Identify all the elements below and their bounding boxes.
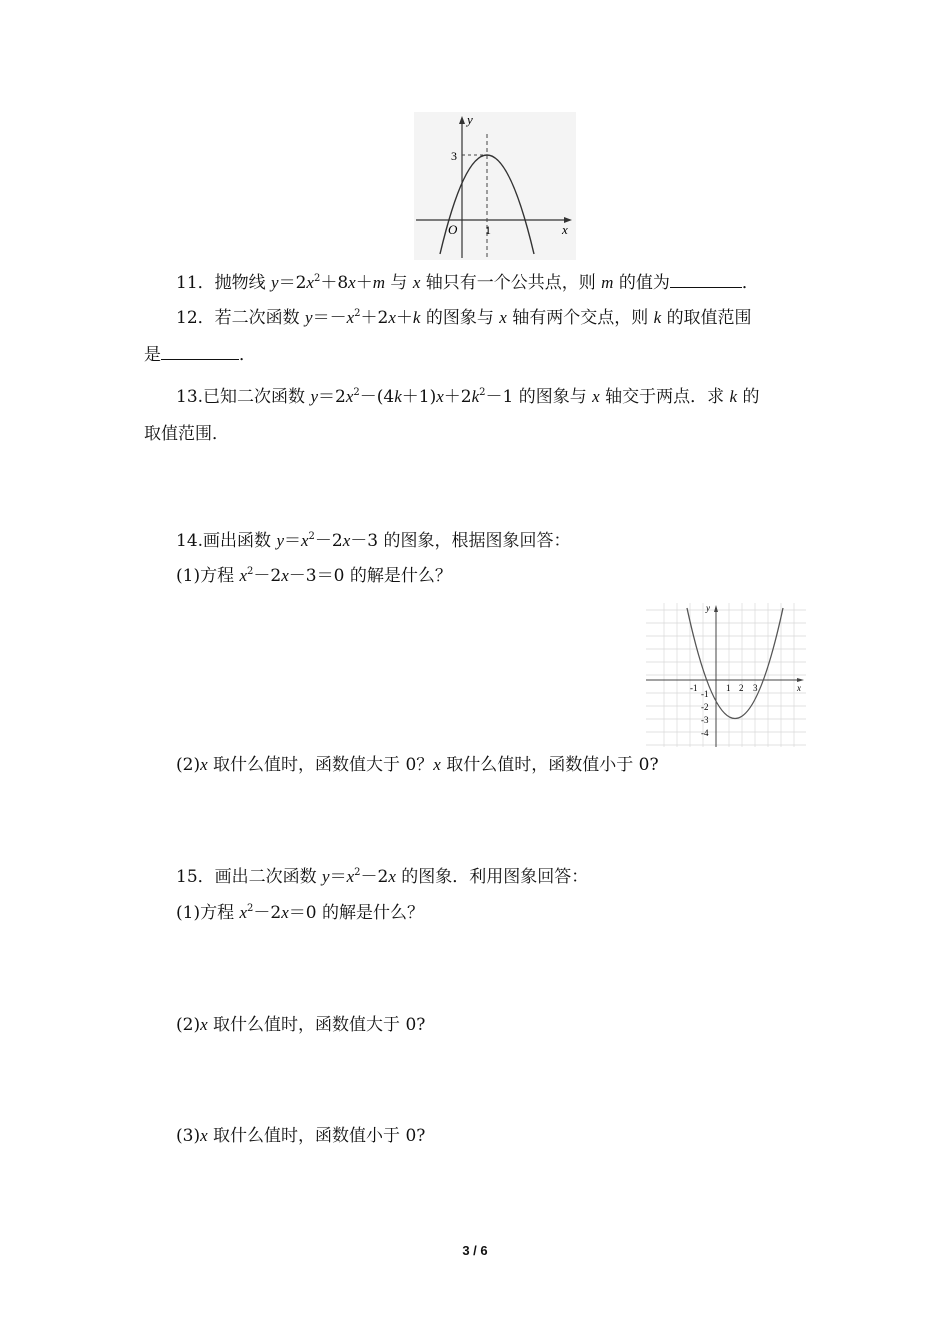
question-text: 的图象．利用图象回答： <box>401 867 589 887</box>
question-number: 14. <box>176 531 204 551</box>
x-tick-label: 3 <box>753 683 758 693</box>
question-15-part3: (3)x 取什么值时，函数值小于 0? <box>176 1126 426 1146</box>
part-number: (2) <box>176 1015 201 1035</box>
question-15: 15．画出二次函数 $y=x^2-2x$ 的图象．利用图象回答： <box>176 867 589 887</box>
question-text: 取什么值时，函数值大于 0？ <box>213 755 434 775</box>
question-12: 12．若二次函数 $y=-x^2+2x+k$ 的图象与 x 轴有两个交点，则 k 的取值范围 <box>176 308 752 328</box>
question-text: 轴交于两点．求 <box>605 387 725 407</box>
y-tick-label: -4 <box>701 728 709 738</box>
y-axis-label: y <box>706 603 710 613</box>
question-number: 13. <box>176 387 204 407</box>
question-text: 的图象，根据图象回答： <box>383 531 571 551</box>
question-13: 13.已知二次函数 $y=2x^2-(4k+1)x+2k^2-1$ 的图象与 x 轴交于两点．求 k 的 <box>176 387 760 407</box>
question-text: 取什么值时，函数值小于 0? <box>213 1126 426 1146</box>
figure-parabola-graph <box>646 603 806 747</box>
question-14: 14.画出函数 $y=x^2-2x-3$ 的图象，根据图象回答： <box>176 531 571 551</box>
question-text: 取什么值时，函数值小于 0? <box>446 755 659 775</box>
question-text: 的解是什么？ <box>349 566 452 586</box>
question-text: ． <box>239 345 256 365</box>
question-15-part2: (2)x 取什么值时，函数值大于 0? <box>176 1015 426 1035</box>
question-text: 与 <box>390 273 408 293</box>
part-number: (1) <box>176 903 201 923</box>
answer-blank[interactable] <box>161 342 239 360</box>
question-number: 11． <box>176 273 215 293</box>
answer-blank[interactable] <box>670 270 742 288</box>
x-tick-label: 1 <box>726 683 731 693</box>
x-axis-label: x <box>797 683 801 693</box>
question-text: 方程 <box>200 566 235 586</box>
y-tick-label: 3 <box>451 149 457 163</box>
x-axis-label: x <box>562 222 568 237</box>
question-text: 已知二次函数 <box>203 387 306 407</box>
y-tick-label: -3 <box>701 715 709 725</box>
x-tick-label: 2 <box>739 683 744 693</box>
question-text: 画出二次函数 <box>214 867 317 887</box>
part-number: (3) <box>176 1126 201 1146</box>
question-text: 取什么值时，函数值大于 0? <box>213 1015 426 1035</box>
question-text: 的 <box>742 387 760 407</box>
question-text: 的值为 <box>618 273 670 293</box>
question-15-part1: (1)方程 $x^2-2x=0$ 的解是什么？ <box>176 903 425 923</box>
x-tick-label: 1 <box>485 223 491 237</box>
question-14-part1: (1)方程 $x^2-2x-3=0$ 的解是什么？ <box>176 566 452 586</box>
question-13-line2 <box>144 422 229 446</box>
origin-label: O <box>448 222 458 237</box>
question-11: 11．抛物线 $y=2x^2+8x+m$ 与 x 轴只有一个公共点，则 m 的值为 ． <box>176 270 759 295</box>
figure-parabola-vertex <box>414 112 576 260</box>
question-number: 12． <box>176 308 215 328</box>
question-text: 取值范围． <box>144 424 229 444</box>
page-number: 3 / 6 <box>462 1243 488 1258</box>
part-number: (1) <box>176 566 201 586</box>
y-axis-label: y <box>467 112 473 127</box>
question-text: 的解是什么？ <box>322 903 425 923</box>
question-text: 的图象与 <box>518 387 587 407</box>
y-tick-label: -1 <box>701 689 709 699</box>
question-text: 的取值范围 <box>666 308 752 328</box>
y-tick-label: -2 <box>701 702 709 712</box>
question-12-line2 <box>144 342 256 367</box>
question-text: 抛物线 <box>214 273 266 293</box>
question-text: 轴有两个交点，则 <box>512 308 649 328</box>
question-text: 轴只有一个公共点，则 <box>425 273 596 293</box>
part-number: (2) <box>176 755 201 775</box>
question-14-part2: (2)x 取什么值时，函数值大于 0？x 取什么值时，函数值小于 0? <box>176 755 659 775</box>
question-text: 若二次函数 <box>214 308 300 328</box>
question-number: 15． <box>176 867 215 887</box>
x-tick-label: -1 <box>690 683 698 693</box>
question-text: 是 <box>144 345 161 365</box>
question-text: 的图象与 <box>425 308 494 328</box>
question-text: 画出函数 <box>203 531 272 551</box>
question-text: 方程 <box>200 903 235 923</box>
question-text: ． <box>741 273 759 293</box>
